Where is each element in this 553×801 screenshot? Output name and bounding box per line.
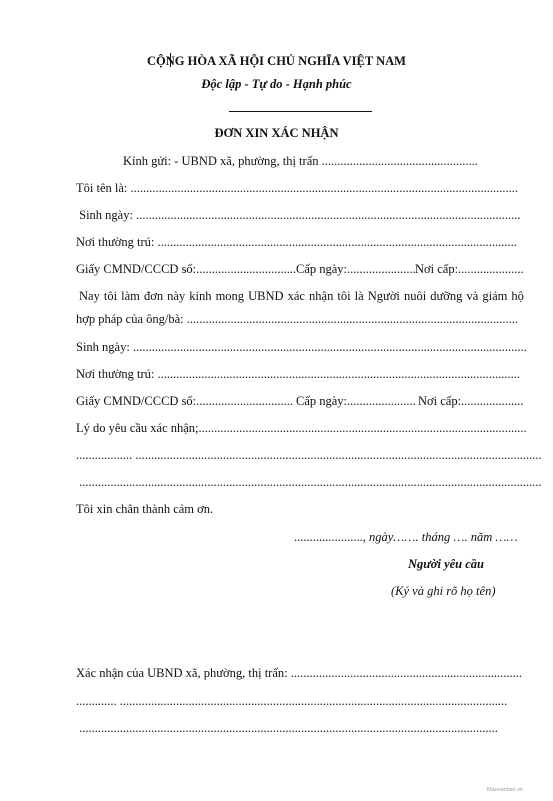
header-underline [229,111,372,112]
reason-line-2: .................. .................................................................................................................................. [76,448,542,462]
id-issue-date-field: Cấp ngày:...................... [296,262,416,276]
request-word: là [354,289,364,303]
signature-date-dots: ......................, [294,530,366,544]
signature-date-text: ngày……. tháng …. năm …… [365,530,518,544]
guardian-residence-field: Nơi thường trú: .................................................................................................................... [76,367,520,381]
confirmation-line-2: ............. ............................................................................................................................ [76,694,508,708]
request-word: nuôi [403,289,427,303]
request-word: hộ [511,289,524,303]
request-word: làm [121,289,140,303]
watermark: Mauvanban.vn [487,787,524,793]
request-word: mong [215,289,245,303]
confirmation-line-1: Xác nhận của UBND xã, phường, thị trấn: .......................................................................... [76,666,522,680]
request-word: đơn [143,289,164,303]
signer-title: Người yêu cầu [408,557,484,571]
reason-line-3: .................................................................................................................................................... [76,475,542,489]
request-word: Nay [79,289,100,303]
request-word: Người [367,289,400,303]
guardian-id-issue-date-field: Cấp ngày:...................... [296,394,416,408]
guardian-id-number-field: Giấy CMND/CCCD số:............................... [76,394,294,408]
request-word: dưỡng [430,289,463,303]
request-word: tôi [337,289,351,303]
request-word: kính [189,289,212,303]
reason-field: Lý do yêu cầu xác nhận;......................................................................................................... [76,421,527,435]
recipient-line: Kính gửi: - UBND xã, phường, thị trấn .................................................. [123,154,478,168]
id-number-field: Giấy CMND/CCCD số:................................ [76,262,297,276]
form-title: ĐƠN XIN XÁC NHẬN [214,126,339,140]
guardian-dob-field: Sinh ngày: .............................................................................................................................. [76,340,527,354]
request-line-1 [76,289,524,303]
closing-text: Tôi xin chân thành cảm ơn. [76,502,214,516]
signature-date-line [294,530,518,544]
national-title: CỘNG HÒA XÃ HỘI CHỦ NGHĨA VIỆT NAM [147,54,406,68]
request-word: này [167,289,186,303]
motto: Độc lập - Tự do - Hạnh phúc [201,77,352,91]
id-issue-place-field: Nơi cấp:..................... [415,262,524,276]
full-name-field: Tôi tên là: ............................................................................................................................ [76,181,518,195]
guardian-id-issue-place-field: Nơi cấp:.................... [418,394,524,408]
request-word: xác [287,289,305,303]
confirmation-line-3: ...................................................................................................................................... [76,721,498,735]
signer-note: (Ký và ghi rõ họ tên) [391,584,496,598]
residence-field: Nơi thường trú: ................................................................................................................... [76,235,517,249]
request-word: UBND [248,289,284,303]
dob-field: Sinh ngày: ........................................................................................................................... [76,208,521,222]
request-word: nhận [309,289,334,303]
request-word: và [466,289,479,303]
request-line-2: hợp pháp của ông/bà: .......................................................................................................... [76,312,518,326]
request-word: tôi [103,289,118,303]
request-word: giám [482,289,508,303]
